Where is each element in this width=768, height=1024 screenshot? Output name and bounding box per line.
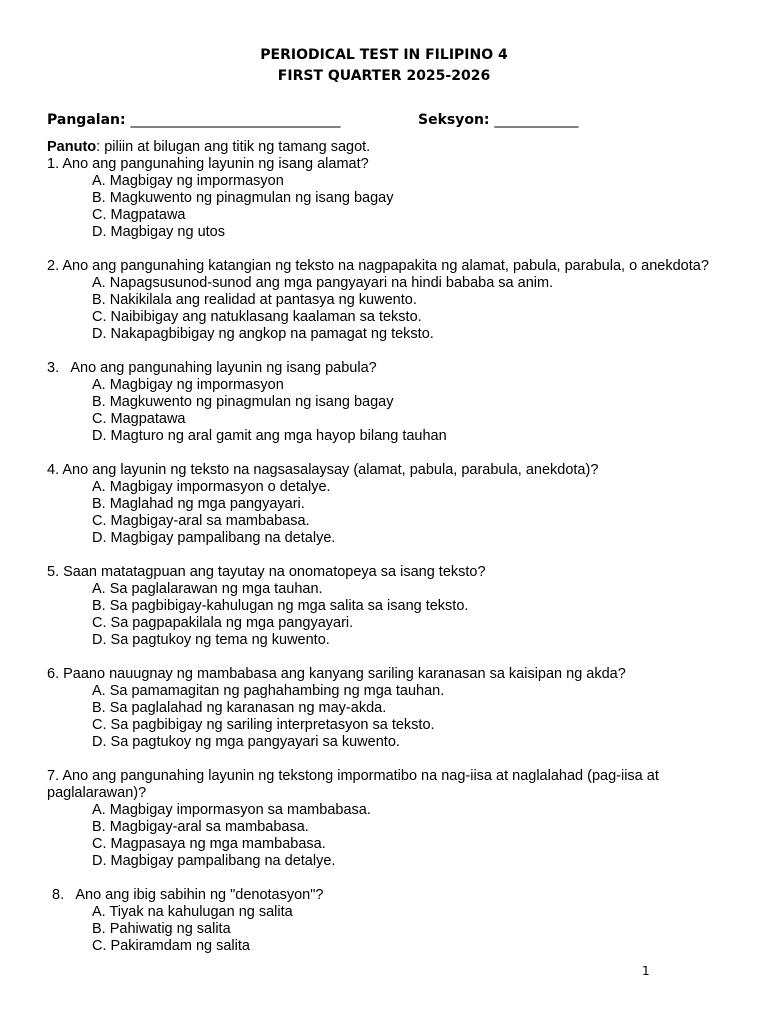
question-number: 3.	[47, 360, 60, 376]
test-title: PERIODICAL TEST IN FILIPINO 4	[260, 47, 508, 63]
instructions	[47, 139, 727, 156]
options-list	[47, 479, 727, 547]
question-number: 4.	[47, 462, 60, 478]
options-list	[47, 173, 727, 241]
question-text: Saan matatagpuan ang tayutay na onomatopeya sa isang teksto?	[63, 564, 486, 580]
options-list	[47, 377, 727, 445]
option-b: B. Pahiwatig ng salita	[92, 921, 231, 937]
option-c: C. Sa pagpapakilala ng mga pangyayari.	[92, 615, 354, 631]
question-number: 8.	[52, 887, 65, 903]
option-c: C. Magpatawa	[92, 207, 186, 223]
option-b: B. Maglahad ng mga pangyayari.	[92, 496, 305, 512]
option-b: B. Magkuwento ng pinagmulan ng isang bagay	[92, 394, 394, 410]
option-a: A. Magbigay impormasyon o detalye.	[92, 479, 331, 495]
question-text: Ano ang pangunahing layunin ng tekstong impormatibo na nag-iisa at naglalahad (pag-iisa at paglalarawan)?	[47, 768, 659, 801]
question-number: 5.	[47, 564, 60, 580]
question-number: 1.	[47, 156, 60, 172]
option-b: B. Magkuwento ng pinagmulan ng isang bagay	[92, 190, 394, 206]
name-blank-line: ______________________________	[130, 112, 341, 128]
section-label: Seksyon:	[418, 112, 490, 128]
question-5	[47, 564, 727, 649]
option-a: A. Magbigay ng impormasyon	[92, 377, 284, 393]
name-label: Pangalan:	[47, 112, 126, 128]
option-d: D. Magbigay ng utos	[92, 224, 225, 240]
question-text: Ano ang ibig sabihin ng "denotasyon"?	[75, 887, 324, 903]
options-list	[47, 275, 727, 343]
name-field	[47, 110, 340, 130]
instructions-label: Panuto	[47, 139, 97, 155]
option-a: A. Sa paglalarawan ng mga tauhan.	[92, 581, 323, 597]
options-list	[47, 904, 727, 955]
section-blank-line: ____________	[494, 112, 579, 128]
option-c: C. Magbigay-aral sa mambabasa.	[92, 513, 310, 529]
option-d: D. Magbigay pampalibang na detalye.	[92, 530, 336, 546]
option-c: C. Sa pagbibigay ng sariling interpretasyon sa teksto.	[92, 717, 435, 733]
option-a: A. Sa pamamagitan ng paghahambing ng mga tauhan.	[92, 683, 445, 699]
options-list	[47, 581, 727, 649]
option-b: B. Sa paglalahad ng karanasan ng may-akda.	[92, 700, 387, 716]
test-subtitle: FIRST QUARTER 2025-2026	[277, 68, 491, 84]
option-a: A. Tiyak na kahulugan ng salita	[92, 904, 293, 920]
question-2	[47, 258, 727, 343]
question-7	[47, 768, 727, 870]
option-b: B. Magbigay-aral sa mambabasa.	[92, 819, 309, 835]
question-4	[47, 462, 727, 547]
option-d: D. Magturo ng aral gamit ang mga hayop bilang tauhan	[92, 428, 447, 444]
question-text: Ano ang pangunahing katangian ng teksto na nagpapakita ng alamat, pabula, parabula, o anekdota?	[62, 258, 709, 274]
question-6	[47, 666, 727, 751]
question-1	[47, 156, 727, 241]
option-c: C. Magpatawa	[92, 411, 186, 427]
question-text: Paano nauugnay ng mambabasa ang kanyang sariling karanasan sa kaisipan ng akda?	[63, 666, 626, 682]
test-header	[0, 45, 768, 87]
option-d: D. Nakapagbibigay ng angkop na pamagat ng teksto.	[92, 326, 434, 342]
option-c: C. Pakiramdam ng salita	[92, 938, 250, 954]
option-c: C. Naibibigay ang natuklasang kaalaman sa teksto.	[92, 309, 422, 325]
option-d: D. Sa pagtukoy ng mga pangyayari sa kuwento.	[92, 734, 400, 750]
question-text: Ano ang layunin ng teksto na nagsasalaysay (alamat, pabula, parabula, anekdota)?	[62, 462, 599, 478]
instructions-text: : piliin at bilugan ang titik ng tamang sagot.	[96, 139, 371, 155]
option-b: B. Sa pagbibigay-kahulugan ng mga salita sa isang teksto.	[92, 598, 469, 614]
question-3	[47, 360, 727, 445]
options-list	[47, 683, 727, 751]
option-a: A. Magbigay ng impormasyon	[92, 173, 284, 189]
question-number: 7.	[47, 768, 60, 784]
page-number: 1	[642, 964, 650, 978]
section-field	[418, 110, 578, 130]
options-list	[47, 802, 727, 870]
question-text: Ano ang pangunahing layunin ng isang pabula?	[70, 360, 377, 376]
option-a: A. Magbigay impormasyon sa mambabasa.	[92, 802, 371, 818]
question-8	[47, 887, 727, 955]
option-d: D. Sa pagtukoy ng tema ng kuwento.	[92, 632, 330, 648]
option-a: A. Napagsusunod-sunod ang mga pangyayari na hindi bababa sa anim.	[92, 275, 554, 291]
option-c: C. Magpasaya ng mga mambabasa.	[92, 836, 326, 852]
option-b: B. Nakikilala ang realidad at pantasya ng kuwento.	[92, 292, 417, 308]
question-number: 6.	[47, 666, 60, 682]
option-d: D. Magbigay pampalibang na detalye.	[92, 853, 336, 869]
test-body	[47, 139, 727, 972]
question-number: 2.	[47, 258, 60, 274]
question-text: Ano ang pangunahing layunin ng isang alamat?	[62, 156, 369, 172]
